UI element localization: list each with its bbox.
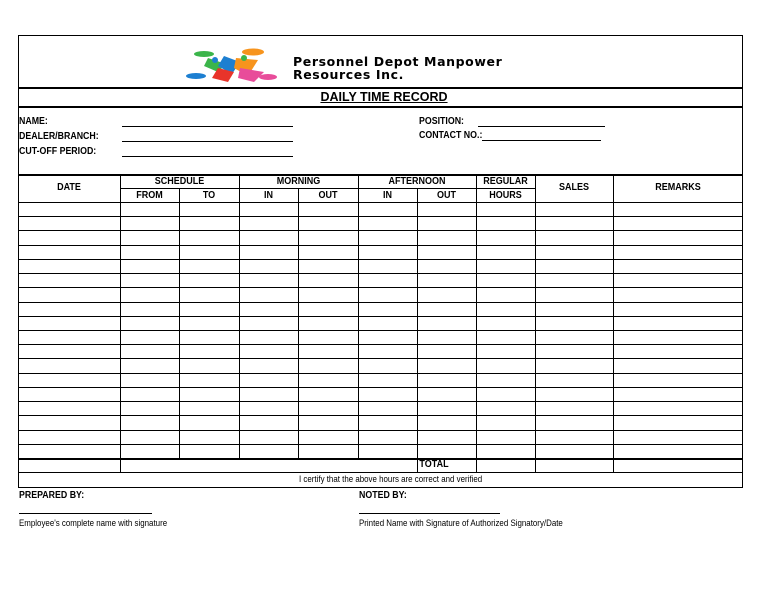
table-row-rule [18,401,743,402]
col-hours-header: HOURS [489,190,522,201]
cutoff-period-field[interactable] [122,156,293,157]
table-column-rule [613,174,614,472]
table-column-rule [298,188,299,458]
title-bottom-rule [18,106,743,108]
col-morning-out-header: OUT [318,190,338,201]
table-row-rule [18,245,743,246]
signatory-signature-line[interactable] [359,513,500,514]
table-row-rule [18,387,743,388]
table-row-rule [18,302,743,303]
col-morning-header: MORNING [276,176,321,187]
col-schedule-header: SCHEDULE [154,176,205,187]
header-subrule [120,188,535,189]
certify-statement: I certify that the above hours are correct and verified [299,474,483,484]
employee-signature-caption: Employee's complete name with signature [19,518,168,528]
col-to-header: TO [202,190,216,201]
cutoff-period-label: CUT-OFF PERIOD: [19,146,97,157]
table-row-rule [18,444,743,445]
table-row-rule [18,287,743,288]
table-row-rule [18,259,743,260]
table-column-rule [476,174,477,472]
table-column-rule [179,188,180,458]
name-field[interactable] [122,126,293,127]
col-sales-header: SALES [558,182,590,193]
noted-by-label: NOTED BY: [359,490,407,501]
table-row-rule [18,216,743,217]
col-afternoon-in-header: IN [383,190,392,201]
table-row-rule [18,344,743,345]
position-field[interactable] [478,126,605,127]
col-remarks-header: REMARKS [655,182,701,193]
table-column-rule [535,174,536,472]
total-label: TOTAL [419,459,449,470]
col-afternoon-out-header: OUT [436,190,456,201]
position-label: POSITION: [419,116,464,127]
table-row-rule [18,415,743,416]
table-column-rule [358,174,359,458]
col-date-header: DATE [57,182,81,193]
col-morning-in-header: IN [264,190,273,201]
contact-label: CONTACT NO.: [419,130,483,141]
col-from-header: FROM [136,190,163,201]
table-row-rule [18,316,743,317]
table-row-rule [18,330,743,331]
company-name-line2: Resources Inc. [293,67,404,82]
total-bottom-rule [18,472,743,473]
page-title: DAILY TIME RECORD [320,90,448,104]
col-afternoon-header: AFTERNOON [388,176,446,187]
table-column-rule [120,174,121,472]
table-row-rule [18,373,743,374]
table-row-rule [18,430,743,431]
total-top-rule [18,458,743,460]
name-label: NAME: [19,116,48,127]
table-row-rule [18,273,743,274]
col-regular-header: REGULAR [483,176,528,187]
table-row-rule [18,358,743,359]
company-name [293,55,502,81]
employee-signature-line[interactable] [19,513,152,514]
table-row-rule [18,230,743,231]
company-logo-icon [178,46,286,84]
signatory-signature-caption: Printed Name with Signature of Authorized Signatory/Date [359,518,563,528]
contact-field[interactable] [482,140,601,141]
header-bottom-rule [18,202,743,203]
company-name-line1: Personnel Depot Manpower [293,54,503,69]
dealer-branch-label: DEALER/BRANCH: [19,131,99,142]
prepared-by-label: PREPARED BY: [19,490,85,501]
table-column-rule [239,174,240,458]
dealer-branch-field[interactable] [122,141,293,142]
title-top-rule [18,87,743,89]
table-column-rule [417,188,418,472]
